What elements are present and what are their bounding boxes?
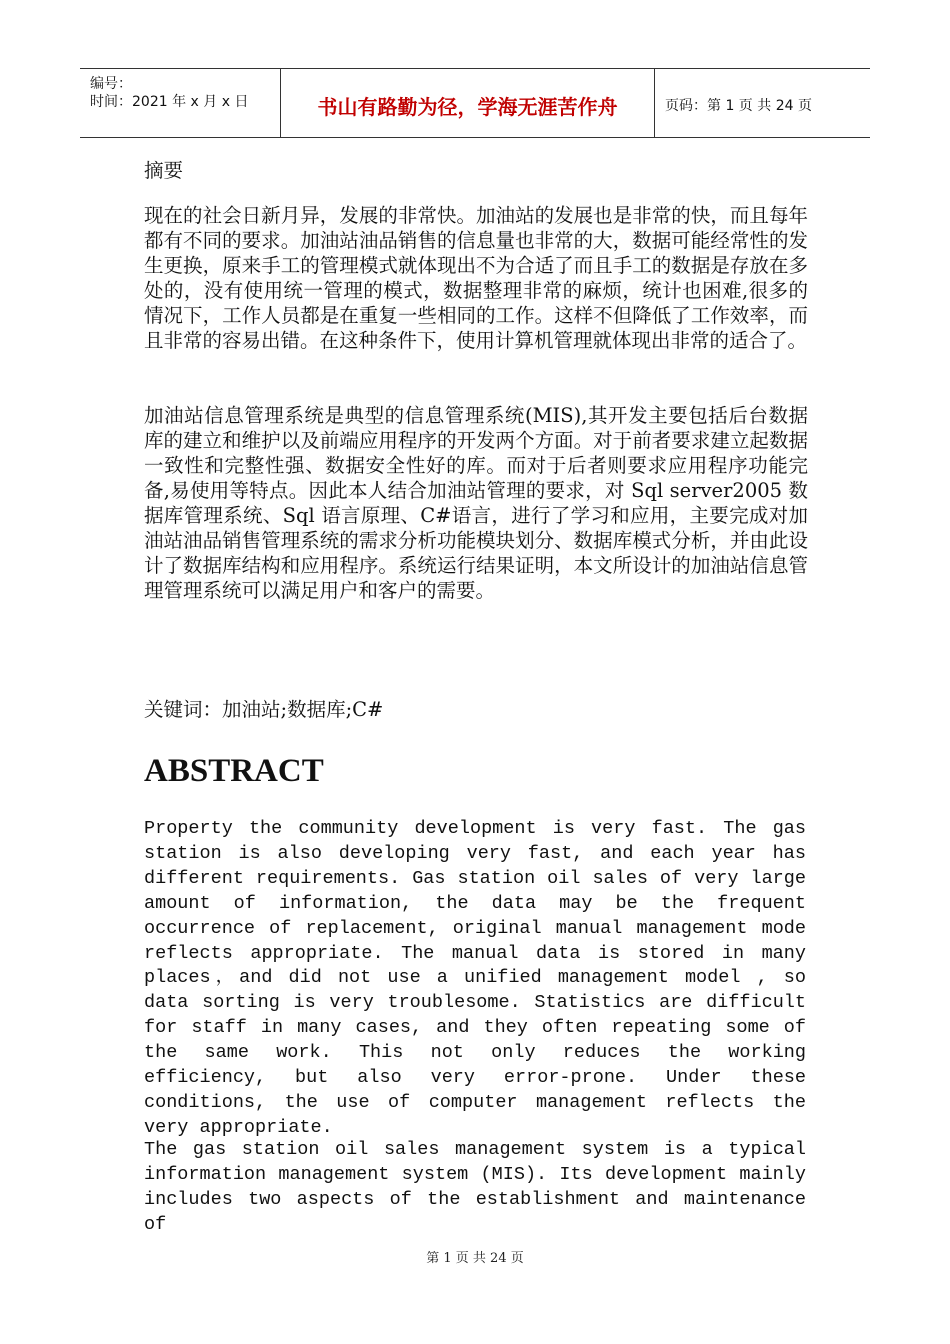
abstract-cn-paragraph-1: 现在的社会日新月异，发展的非常快。加油站的发展也是非常的快，而且每年都有不同的要求。加油站油品销售的信息量也非常的大，数据可能经常性的发生更换，原来手工的管理模式就体现出不为合适了而且手工的数据是存放在多处的，没有使用统一管理的模式，数据整理非常的麻烦，统计也困难,很多的情况下，工作人员都是在重复一些相同的工作。这样不但降低了工作效率，而且非常的容易出错。在这种条件下，使用计算机管理就体现出非常的适合了。 <box>144 204 808 352</box>
document-number-label: 编号： <box>90 76 132 92</box>
keywords-line: 关键词：加油站;数据库;C# <box>144 698 384 721</box>
document-date-label: 时间：2021 年 x 月 x 日 <box>90 94 249 110</box>
header-motto-cell <box>281 69 655 137</box>
abstract-cn-paragraph-2: 加油站信息管理系统是典型的信息管理系统(MIS),其开发主要包括后台数据库的建立和维护以及前端应用程序的开发两个方面。对于前者要求建立起数据一致性和完整性强、数据安全性好的库。而对于后者则要求应用程序功能完备,易使用等特点。因此本人结合加油站管理的要求，对 Sql server2005 数据库管理系统、Sql 语言原理、C#语言，进行了学习和应用，主要完成对加油站油品销售管理系统的需求分析功能模块划分、数据库模式分析，并由此设计了数据库结构和应用程序。系统运行结果证明，本文所设计的加油站信息管理管理系统可以满足用户和客户的需要。 <box>144 404 808 602</box>
header-motto: 书山有路勤为径，学海无涯苦作舟 <box>317 95 618 119</box>
abstract-en-paragraph-1: Property the community development is very fast. The gas station is also developing very fast, and each year has different requirements. Gas station oil sales of very large amount of information, the data may be the frequent occurrence of replacement, original manual management mode reflects appropriate. The manual data is stored in many places，and did not use a unified management model , so data sorting is very troublesome. Statistics are difficult for staff in many cases, and they often repeating some of the same work. This not only reduces the working efficiency, but also very error-prone. Under these conditions, the use of computer management reflects the very appropriate. <box>144 818 806 1138</box>
abstract-en-title: ABSTRACT <box>144 753 324 789</box>
header-page-cell <box>655 69 870 137</box>
header-page-info: 页码：第 1 页 共 24 页 <box>665 98 812 114</box>
header-meta-cell <box>80 69 281 137</box>
page-footer: 第 1 页 共 24 页 <box>426 1251 524 1266</box>
abstract-en-paragraph-2: The gas station oil sales management system is a typical information management system (MIS). Its development mainly includes two aspects of the establishment and maintenance of <box>144 1139 806 1235</box>
abstract-cn-title: 摘要 <box>144 159 184 182</box>
page-header-table <box>80 68 870 138</box>
